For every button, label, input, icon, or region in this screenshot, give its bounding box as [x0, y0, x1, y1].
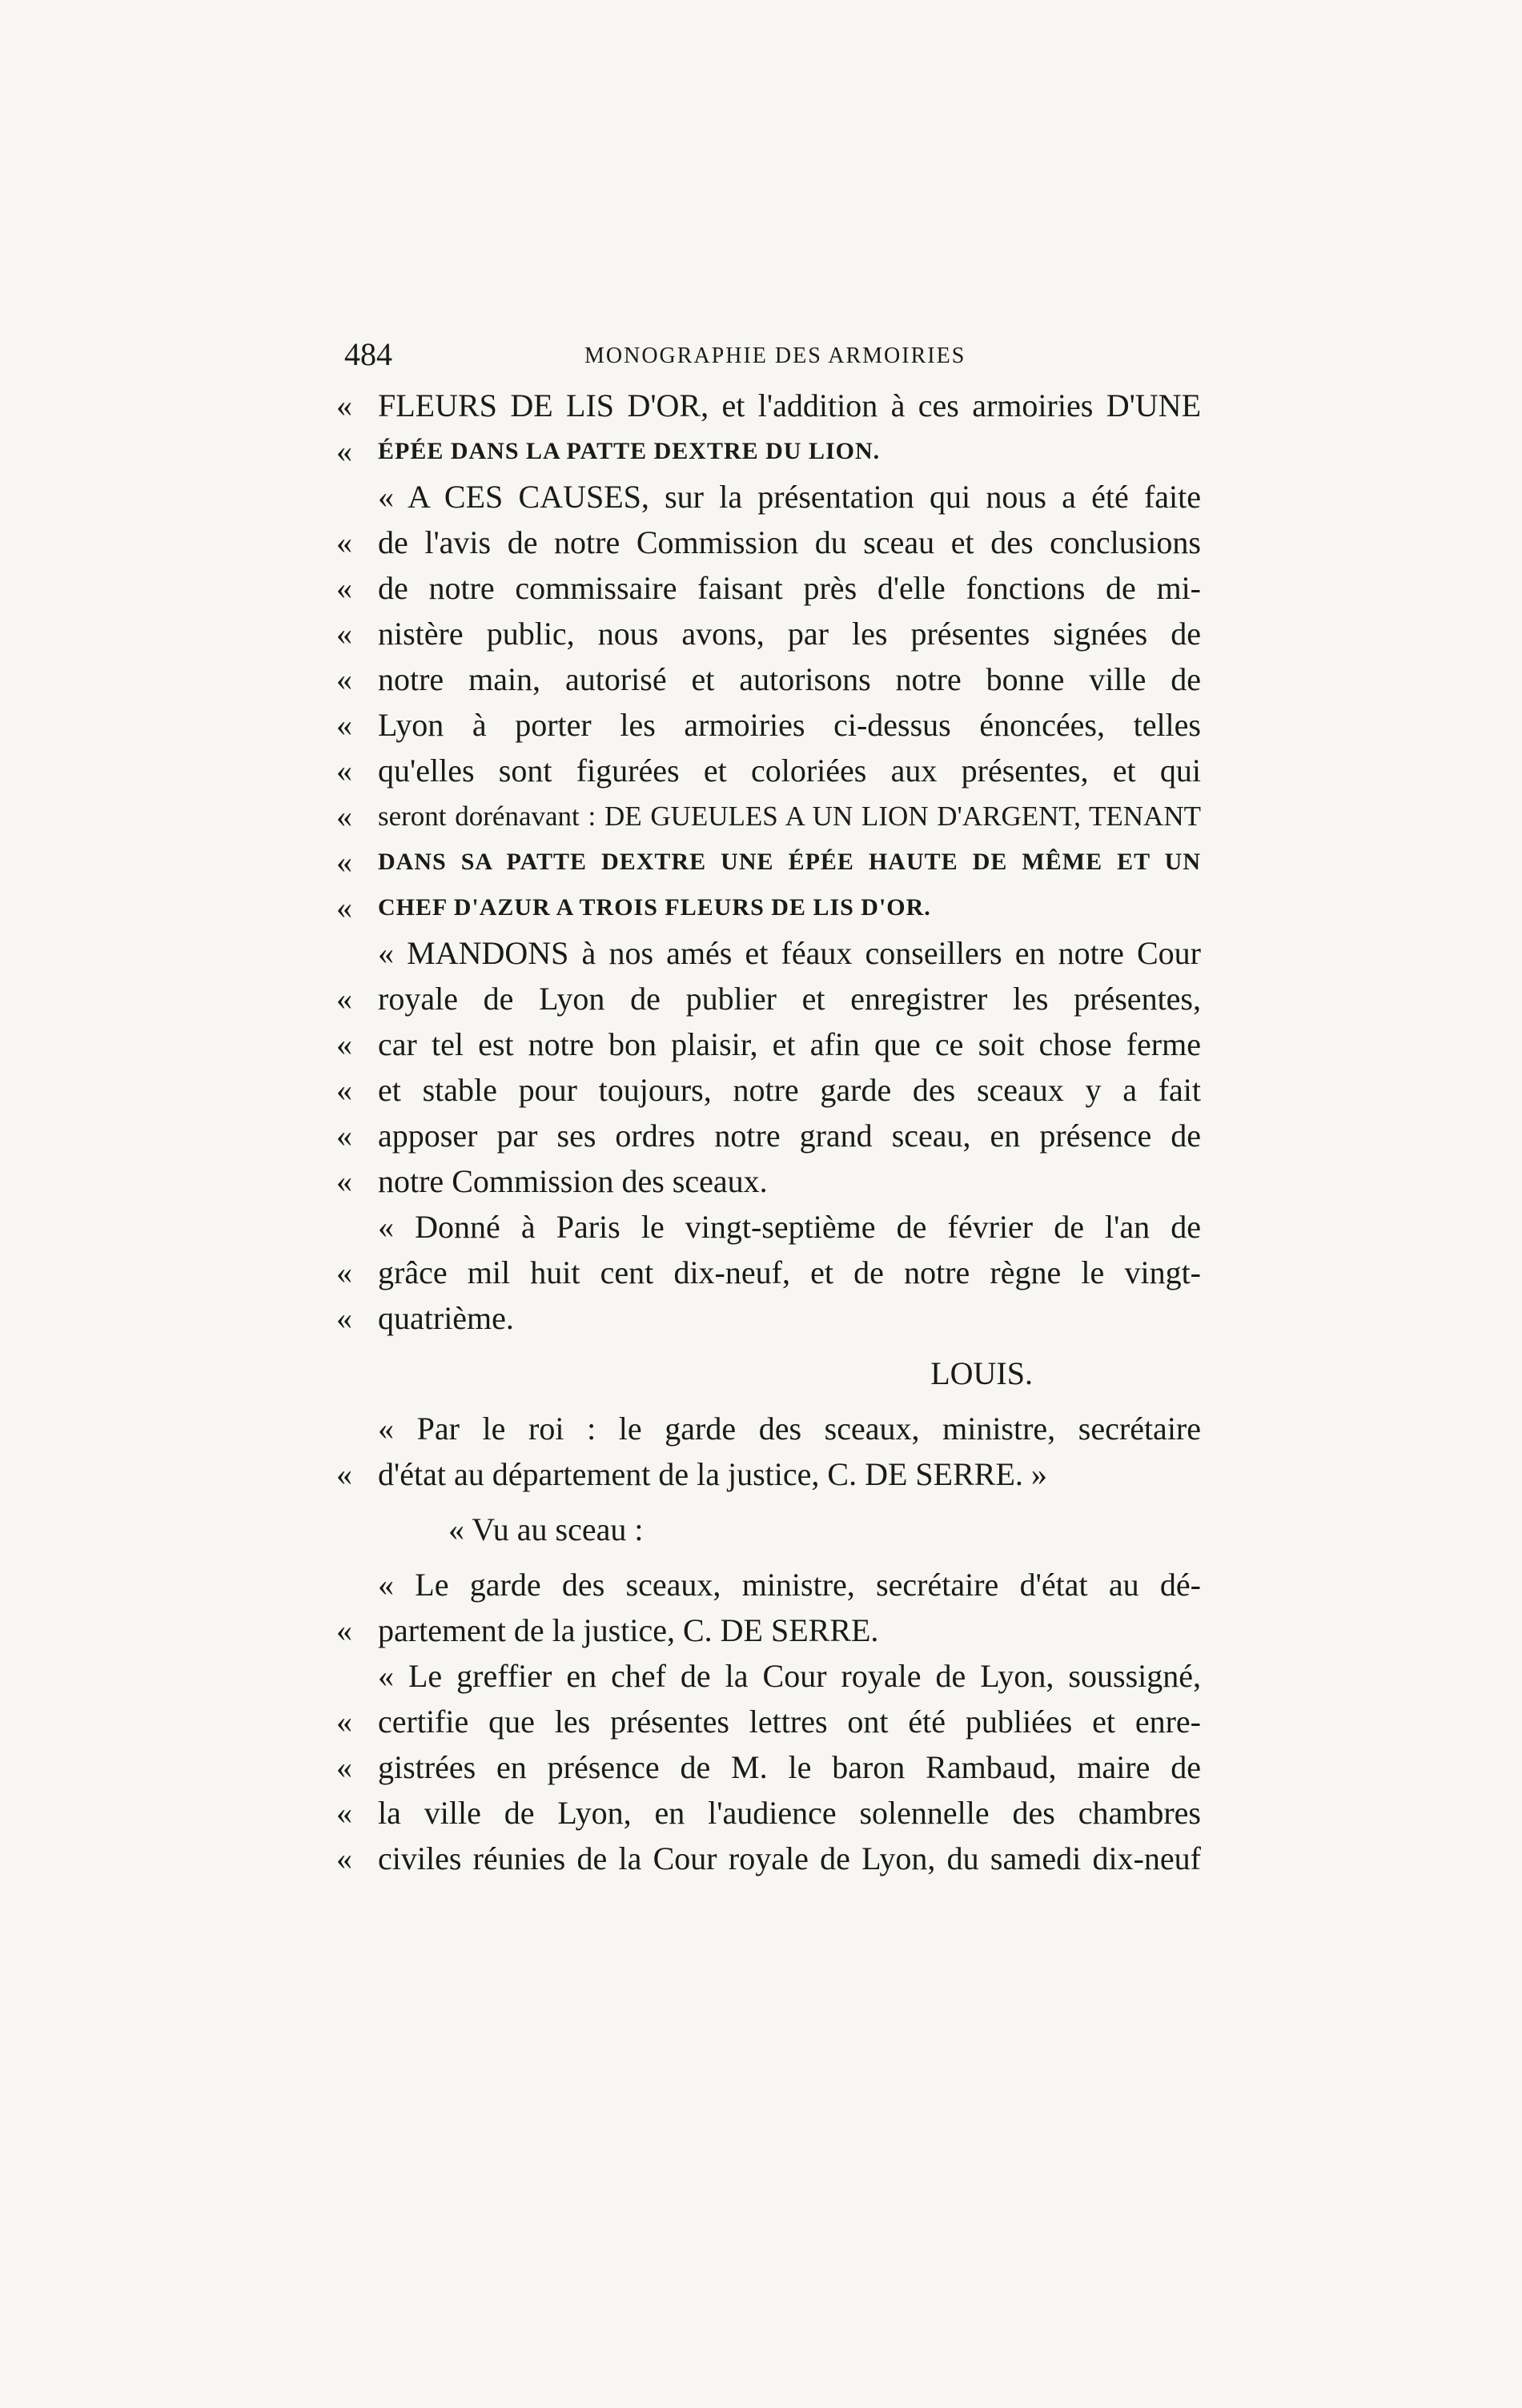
line-text: de l'avis de notre Commission du sceau et des conclusions [378, 524, 1201, 560]
guillemet: « [336, 1254, 352, 1290]
text-line [336, 1836, 1201, 1881]
text-line [336, 1607, 1201, 1653]
line-text: Lyon à porter les armoiries ci-dessus énoncées, telles [378, 707, 1201, 743]
line-text: d'état au département de la justice, C. DE SERRE. » [378, 1456, 1047, 1492]
text-line [336, 1653, 1201, 1699]
guillemet: « [336, 844, 352, 880]
line-text: « Donné à Paris le vingt-septième de février de l'an de [378, 1209, 1201, 1245]
line-text: gistrées en présence de M. le baron Rambaud, maire de [378, 1749, 1201, 1785]
line-text: quatrième. [378, 1300, 514, 1336]
line-text: apposer par ses ordres notre grand sceau, en présence de [378, 1118, 1201, 1154]
guillemet: « [336, 524, 352, 560]
line-text: CHEF D'AZUR A TROIS FLEURS DE LIS D'OR. [378, 894, 931, 921]
guillemet: « [336, 1612, 352, 1648]
page-header [344, 335, 1201, 375]
page-number: 484 [344, 336, 392, 372]
guillemet: « [336, 707, 352, 743]
line-text: la ville de Lyon, en l'audience solennelle des chambres [378, 1795, 1201, 1831]
line-text: FLEURS DE LIS D'OR, et l'addition à ces armoiries D'UNE [378, 387, 1201, 423]
signature-louis [336, 1350, 1201, 1396]
body-text [336, 383, 1201, 1881]
text-line [336, 793, 1201, 839]
text-line [336, 839, 1201, 885]
text-line [336, 1250, 1201, 1295]
line-text: royale de Lyon de publier et enregistrer les présentes, [378, 981, 1201, 1017]
text-line [336, 702, 1201, 748]
text-line [336, 1406, 1201, 1451]
guillemet: « [336, 1163, 352, 1199]
line-text: nistère public, nous avons, par les présentes signées de [378, 616, 1201, 652]
guillemet: « [336, 1118, 352, 1154]
text-line [336, 1113, 1201, 1158]
guillemet: « [336, 616, 352, 652]
guillemet: « [336, 1300, 352, 1336]
guillemet: « [336, 1704, 352, 1740]
guillemet: « [336, 1840, 352, 1876]
guillemet: « [336, 1072, 352, 1108]
text-line [336, 1507, 1201, 1552]
text-line [336, 976, 1201, 1021]
guillemet: « [336, 889, 352, 925]
text-line [336, 428, 1201, 474]
line-text: « Le greffier en chef de la Cour royale de Lyon, soussigné, [378, 1658, 1201, 1694]
line-text: « Le garde des sceaux, ministre, secrétaire d'état au dé- [378, 1567, 1201, 1603]
text-line [336, 748, 1201, 793]
text-line [336, 1021, 1201, 1067]
text-line [336, 885, 1201, 930]
line-text: « Vu au sceau : [448, 1511, 644, 1547]
guillemet: « [336, 570, 352, 606]
text-line [336, 930, 1201, 976]
line-text: « A CES CAUSES, sur la présentation qui nous a été faite [378, 479, 1201, 515]
guillemet: « [336, 798, 352, 834]
text-line [336, 383, 1201, 428]
text-line [336, 1204, 1201, 1250]
line-text: notre main, autorisé et autorisons notre bonne ville de [378, 661, 1201, 697]
line-text: DANS SA PATTE DEXTRE UNE ÉPÉE HAUTE DE MÊME ET UN [378, 849, 1201, 875]
guillemet: « [336, 752, 352, 789]
line-text: certifie que les présentes lettres ont été publiées et enre- [378, 1704, 1201, 1740]
guillemet: « [336, 387, 352, 423]
text-line [336, 656, 1201, 702]
text-line [336, 1451, 1201, 1497]
line-text: notre Commission des sceaux. [378, 1163, 768, 1199]
text-line [336, 611, 1201, 656]
line-text: « Par le roi : le garde des sceaux, ministre, secrétaire [378, 1411, 1201, 1447]
running-title: MONOGRAPHIE DES ARMOIRIES [584, 343, 966, 368]
text-line [336, 1790, 1201, 1836]
line-text: seront dorénavant : DE GUEULES A UN LION D'ARGENT, TENANT [378, 801, 1201, 832]
text-line [336, 1699, 1201, 1744]
guillemet: « [336, 1456, 352, 1492]
guillemet: « [336, 1026, 352, 1062]
guillemet: « [336, 981, 352, 1017]
text-line [336, 1295, 1201, 1341]
line-text: de notre commissaire faisant près d'elle fonctions de mi- [378, 570, 1201, 606]
guillemet: « [336, 1795, 352, 1831]
guillemet: « [336, 433, 352, 469]
text-line [336, 474, 1201, 520]
text-line [336, 1067, 1201, 1113]
text-line [336, 565, 1201, 611]
line-text: LOUIS. [930, 1355, 1033, 1391]
line-text: et stable pour toujours, notre garde des sceaux y a fait [378, 1072, 1201, 1108]
line-text: partement de la justice, C. DE SERRE. [378, 1612, 879, 1648]
text-line [336, 1158, 1201, 1204]
text-line [336, 1744, 1201, 1790]
line-text: « MANDONS à nos amés et féaux conseillers en notre Cour [378, 935, 1201, 971]
text-line [336, 520, 1201, 565]
guillemet: « [336, 1749, 352, 1785]
line-text: grâce mil huit cent dix-neuf, et de notre règne le vingt- [378, 1254, 1201, 1290]
line-text: qu'elles sont figurées et coloriées aux présentes, et qui [378, 752, 1201, 789]
text-line [336, 1562, 1201, 1607]
line-text: car tel est notre bon plaisir, et afin que ce soit chose ferme [378, 1026, 1201, 1062]
guillemet: « [336, 661, 352, 697]
line-text: ÉPÉE DANS LA PATTE DEXTRE DU LION. [378, 438, 881, 464]
line-text: civiles réunies de la Cour royale de Lyon, du samedi dix-neuf [378, 1840, 1201, 1876]
